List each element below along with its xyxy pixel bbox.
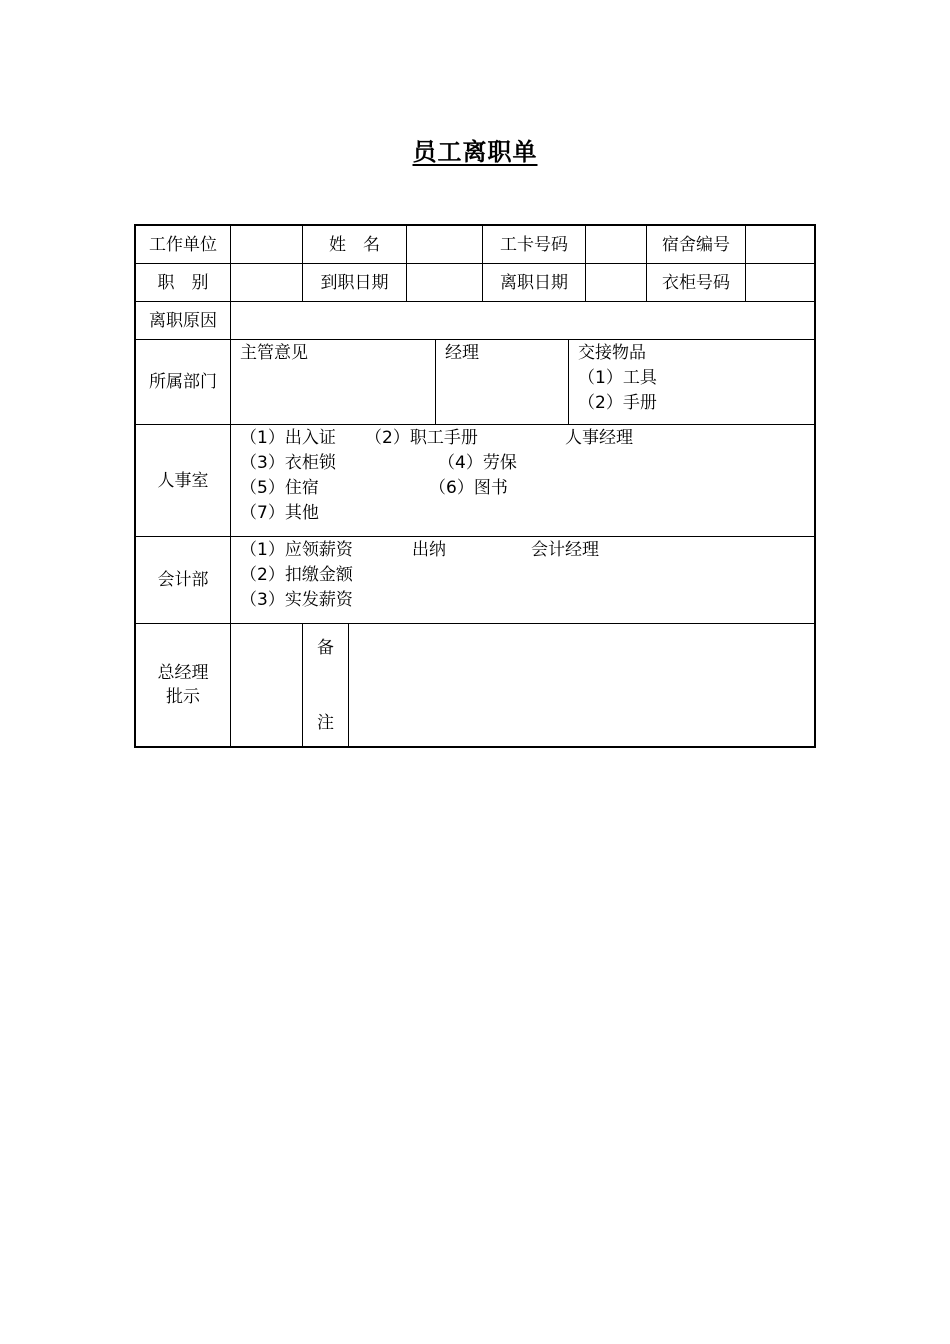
name-label: 姓 名 [329,234,380,255]
row-divider [136,424,814,425]
hire-date-field[interactable] [407,264,482,301]
column-divider [435,339,436,424]
name-field[interactable] [407,226,482,263]
gm-approval-label-line2: 批示 [166,687,200,707]
acct-item-salary-due: （1）应领薪资 [240,540,353,560]
leave-reason-field[interactable] [231,302,814,339]
dorm-number-label: 宿舍编号 [662,234,730,255]
hr-item-other: （7）其他 [240,503,319,523]
supervisor-opinion-label: 主管意见 [240,343,308,363]
acct-item-deductions: （2）扣缴金额 [240,565,353,585]
work-unit-field[interactable] [231,226,302,263]
card-number-label: 工卡号码 [500,234,568,255]
locker-number-label: 衣柜号码 [662,272,730,293]
hr-manager-label: 人事经理 [565,428,633,448]
handover-item-tools: （1）工具 [578,368,657,388]
accounting-manager-label: 会计经理 [531,540,599,560]
remarks-label-char2: 注 [317,713,334,733]
column-divider [302,623,303,746]
leave-date-field[interactable] [586,264,646,301]
page-title-text: 员工离职单 [412,138,538,166]
hr-item-access-pass: （1）出入证 [240,428,336,448]
acct-item-net-salary: （3）实发薪资 [240,590,353,610]
hr-item-employee-handbook: （2）职工手册 [365,428,478,448]
cashier-label: 出纳 [412,540,446,560]
leave-date-label: 离职日期 [500,272,568,293]
column-divider [568,339,569,424]
gm-approval-field[interactable] [231,624,302,746]
row-divider [136,536,814,537]
page-title [0,132,950,167]
position-label: 职 别 [157,272,209,293]
gm-approval-label [136,624,230,746]
hr-office-label: 人事室 [157,470,209,491]
work-unit-label: 工作单位 [149,234,217,255]
hr-item-locker-lock: （3）衣柜锁 [240,453,336,473]
resignation-form [134,224,816,748]
remarks-label-char1: 备 [317,638,334,658]
handover-items-label: 交接物品 [578,343,646,363]
position-field[interactable] [231,264,302,301]
hire-date-label: 到职日期 [320,272,389,293]
dorm-number-field[interactable] [746,226,814,263]
manager-label: 经理 [445,343,479,363]
leave-reason-label: 离职原因 [149,310,217,331]
accounting-label: 会计部 [157,570,209,590]
card-number-field[interactable] [586,226,646,263]
row-divider [136,339,814,340]
hr-item-labor-protection: （4）劳保 [438,453,517,473]
department-label: 所属部门 [149,372,217,392]
gm-approval-label-line1: 总经理 [157,663,209,683]
remarks-field[interactable] [349,624,814,746]
hr-item-accommodation: （5）住宿 [240,478,319,498]
locker-number-field[interactable] [746,264,814,301]
handover-item-manual: （2）手册 [578,393,657,413]
hr-item-books: （6）图书 [429,478,508,498]
